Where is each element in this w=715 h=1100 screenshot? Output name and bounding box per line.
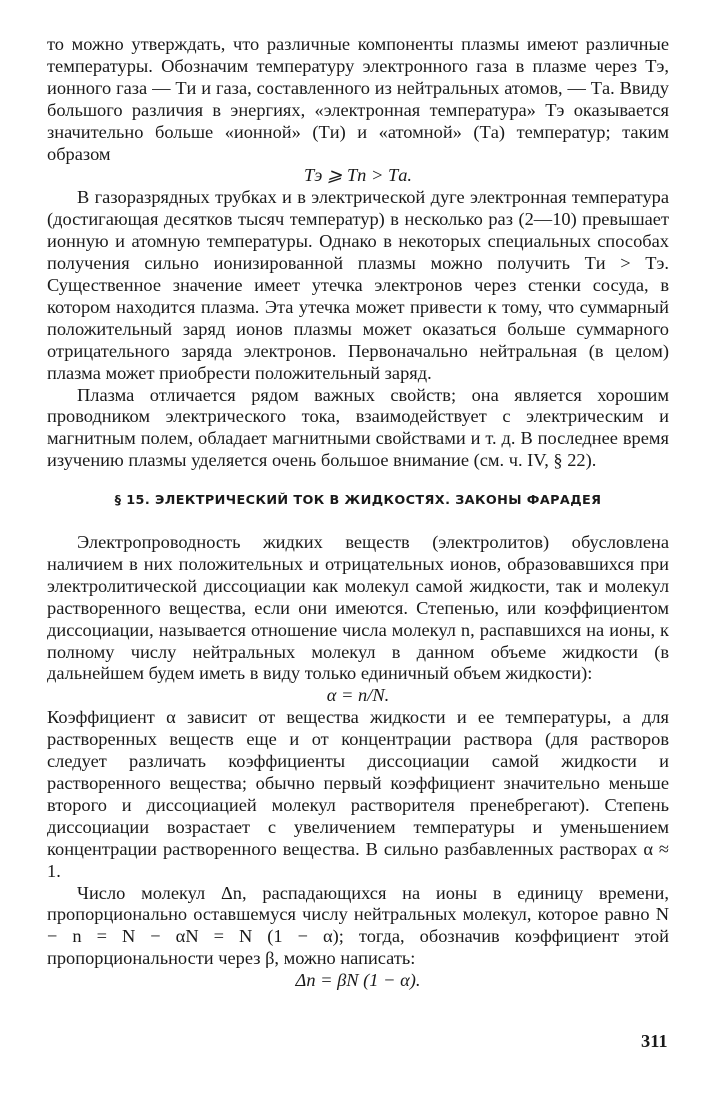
paragraph-plasma-properties: Плазма отличается рядом важных свойств; она является хорошим проводником электрического тока, взаимодействует с электрическим и магнитным полем, обладает магнитными свойствами и т. д. В последнее время изучению плазмы уделяется очень большое внимание (см. ч. IV, § 22).	[47, 384, 669, 471]
paragraph-electrolyte-conductivity: Электропроводность жидких веществ (электролитов) обусловлена наличием в них положительных и отрицательных ионов, образовавшихся при электролитической диссоциации как молекул самой жидкости, так и молекул растворенного вещества, если они имеются. Степенью, или коэффициентом диссоциации, называется отношение числа молекул n, распавшихся на ионы, к полному числу нейтральных молекул в данном объеме жидкости (в дальнейшем будем иметь в виду только единичный объем жидкости):	[47, 532, 669, 684]
page-body	[47, 34, 669, 992]
page-number: 311	[641, 1031, 668, 1051]
section-heading: § 15. ЭЛЕКТРИЧЕСКИЙ ТОК В ЖИДКОСТЯХ. ЗАКОНЫ ФАРАДЕЯ	[114, 493, 602, 509]
formula-temperature-inequality: Tэ ⩾ Tп > Tа.	[304, 165, 412, 186]
paragraph-plasma-temperatures: то можно утверждать, что различные компоненты плазмы имеют различные температуры. Обозначим температуру электронного газа в плазме через Tэ, ионного газа — Tи и газа, составленного из нейтральных атомов, — Tа. Ввиду большого различия в энергиях, «электронная температура» Tэ оказывается значительно больше «ионной» (Tи) и «атомной» (Tа) температур; таким образом	[47, 34, 669, 164]
paragraph-dissociation-coefficient: Коэффициент α зависит от вещества жидкости и ее температуры, а для растворенных веществ еще и от концентрации раствора (для растворов следует различать коэффициенты диссоциации самой жидкости и растворенного вещества; обычно первый коэффициент значительно меньше второго и диссоциацией молекул растворителя пренебрегают). Степень диссоциации возрастает с увеличением температуры и уменьшением концентрации растворенного вещества. В сильно разбавленных растворах α ≈ 1.	[47, 707, 669, 881]
formula-dissociation-rate: Δn = βN (1 − α).	[295, 970, 421, 991]
paragraph-discharge-tubes: В газоразрядных трубках и в электрической дуге электронная температура (достигающая десятков тысяч температур) в несколько раз (2—10) превышает ионную и атомную температуры. Однако в некоторых специальных способах получения сильно ионизированной плазмы можно получить Tи > Tэ. Существенное значение имеет утечка электронов через стенки сосуда, в котором находится плазма. Эта утечка может привести к тому, что суммарный положительный заряд ионов плазмы может оказаться больше суммарного отрицательного заряда электронов. Первоначально нейтральная (в целом) плазма может приобрести положительный заряд.	[47, 187, 669, 383]
paragraph-dissociating-molecules: Число молекул Δn, распадающихся на ионы в единицу времени, пропорционально оставшемуся числу нейтральных молекул, которое равно N − n = N − αN = N (1 − α); тогда, обозначив коэффициент этой пропорциональности через β, можно написать:	[47, 882, 669, 969]
formula-dissociation-degree: α = n/N.	[326, 685, 390, 706]
